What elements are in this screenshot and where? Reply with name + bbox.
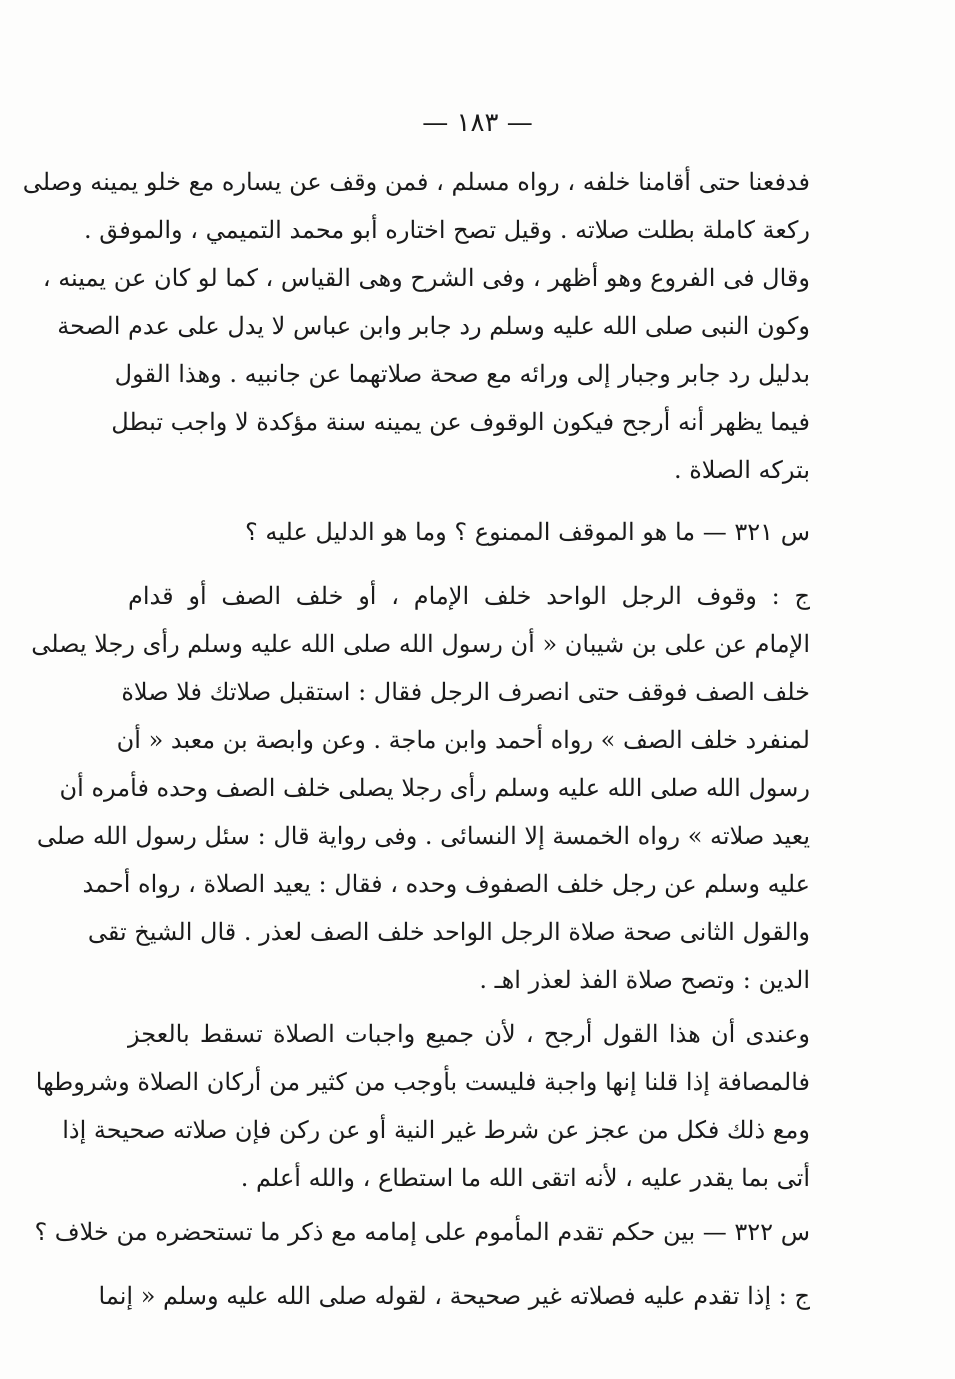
answer-321 — [31, 572, 810, 1004]
question-321 — [128, 508, 810, 556]
text-line: فالمصافة إذا قلنا إنها واجبة فليست بأوجب من كثير من أركان الصلاة وشروطها — [35, 1068, 810, 1096]
text-line: فيما يظهر أنه أرجح فيكون الوقوف عن يمينه سنة مؤكدة لا واجب تبطل — [111, 408, 810, 436]
text-line: ومع ذلك فكل من عجز عن شرط غير النية أو عن ركن فإن صلاته صحيحة إذا — [62, 1116, 810, 1144]
text-line: ركعة كاملة بطلت صلاته . وقيل تصح اختاره أبو محمد التميمي ، والموفق . — [84, 216, 810, 244]
text-line: ج : وقوف الرجل الواحد خلف الإمام ، أو خلف الصف أو قدام — [128, 582, 810, 610]
text-line: وكون النبى صلى الله عليه وسلم رد جابر وابن عباس لا يدل على عدم الصحة — [57, 312, 810, 340]
text-line: رسول الله صلى الله عليه وسلم رأى رجلا يصلى خلف الصف وحده فأمره أن — [59, 774, 810, 802]
text-line: والقول الثانى صحة صلاة الرجل الواحد خلف الصف لعذر . قال الشيخ تقى — [87, 918, 810, 946]
text-line: عليه وسلم عن رجل خلف الصفوف وحده ، فقال : يعيد الصلاة ، رواه أحمد — [82, 870, 810, 898]
text-line: فدفعنا حتى أقامنا خلفه ، رواه مسلم ، فمن وقف عن يساره مع خلو يمينه وصلى — [22, 168, 810, 196]
text-line: بتركه الصلاة . — [673, 456, 810, 484]
text-line: الدين : وتصح صلاة الفذ لعذر اهـ . — [479, 966, 810, 994]
text-line: الإمام عن على بن شيبان « أن رسول الله صلى الله عليه وسلم رأى رجلا يصلى — [31, 630, 810, 658]
question-line: س ٣٢٢ — بين حكم تقدم المأموم على إمامه مع ذكر ما تستحضره من خلاف ؟ — [34, 1218, 810, 1246]
question-322 — [34, 1208, 810, 1256]
question-line: س ٣٢١ — ما هو الموقف الممنوع ؟ وما هو الدليل عليه ؟ — [245, 518, 810, 546]
text-line: لمنفرد خلف الصف » رواه أحمد وابن ماجة . وعن وابصة بن معبد « أن — [116, 726, 810, 754]
text-line: وعندى أن هذا القول أرجح ، لأن جميع واجبات الصلاة تسقط بالعجز — [128, 1020, 810, 1048]
answer-322 — [98, 1272, 810, 1320]
paragraph-author-opinion — [35, 1010, 810, 1202]
page-number: — ١٨٣ — — [422, 108, 533, 138]
text-line: وقال فى الفروع وهو أظهر ، وفى الشرح وهى القياس ، كما لو كان عن يمينه ، — [42, 264, 810, 292]
text-line: خلف الصف فوقف حتى انصرف الرجل فقال : استقبل صلاتك فلا صلاة — [121, 678, 810, 706]
text-line: ج : إذا تقدم عليه فصلاته غير صحيحة ، لقوله صلى الله عليه وسلم « إنما — [98, 1282, 810, 1310]
paragraph-prone-standing — [22, 158, 810, 494]
text-line: بدليل رد جابر وجبار إلى ورائه مع صحة صلاتهما عن جانبيه . وهذا القول — [114, 360, 810, 388]
text-line: أتى بما يقدر عليه ، لأنه اتقى الله ما استطاع ، والله أعلم . — [240, 1164, 810, 1192]
text-line: يعيد صلاته » رواه الخمسة إلا النسائى . وفى رواية قال : سئل رسول الله صلى — [36, 822, 810, 850]
